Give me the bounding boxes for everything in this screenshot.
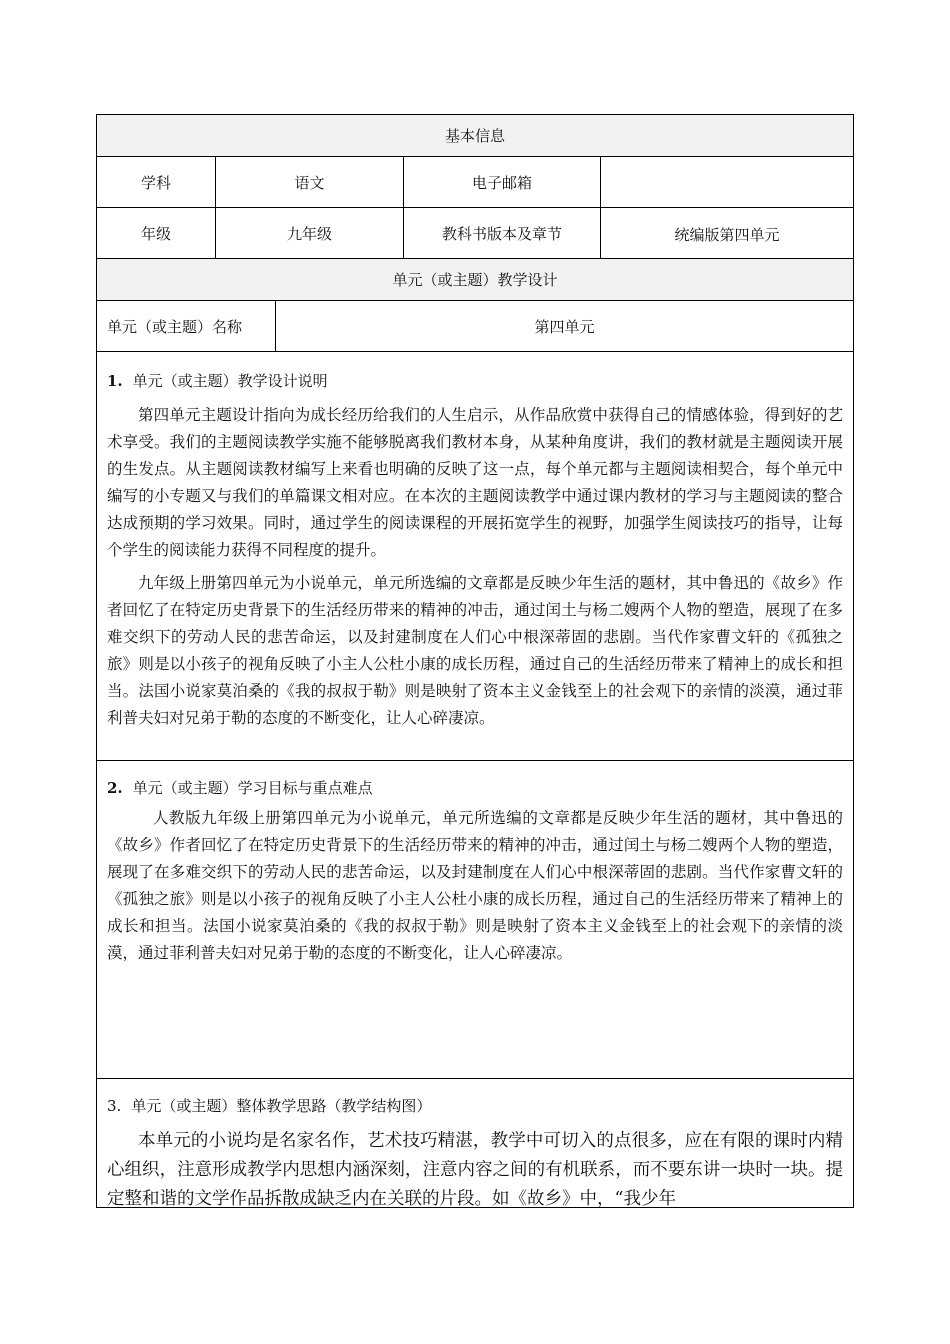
grade-value: 九年级 — [215, 208, 403, 258]
subject-value: 语文 — [215, 157, 403, 207]
lesson-design-table — [96, 114, 854, 1208]
basic-info-header: 基本信息 — [444, 127, 505, 145]
section-3 — [97, 1079, 853, 1208]
section-1 — [97, 352, 853, 761]
section-1-title — [107, 370, 328, 391]
section-1-title-text: 单元（或主题）教学设计说明 — [132, 372, 328, 390]
email-label: 电子邮箱 — [403, 157, 600, 207]
subject-label: 学科 — [140, 173, 171, 192]
section-2-title — [107, 777, 373, 798]
section-1-number: 1. — [107, 372, 123, 390]
section-2-title-text: 单元（或主题）学习目标与重点难点 — [132, 779, 373, 797]
unit-design-header-row — [97, 259, 853, 301]
section-3-paragraph: 本单元的小说均是名家名作，艺术技巧精湛，教学中可切入的点很多，应在有限的课时内精心组织，注意形成教学内思想内涵深刻，注意内容之间的有机联系，而不要东讲一块时一块。提定整和谐的文学作品拆散成缺乏内在关联的片段。如《故乡》中，“我少年 — [107, 1131, 843, 1208]
section-3-title — [107, 1095, 431, 1116]
section-2-paragraph: 人教版九年级上册第四单元为小说单元，单元所选编的文章都是反映少年生活的题材，其中鲁迅的《故乡》作者回忆了在特定历史背景下的生活经历带来的精神的冲击，通过闰土与杨二嫂两个人物的塑造，展现了在多难交织下的劳动人民的悲苦命运，以及封建制度在人们心中根深蒂固的悲剧。当代作家曹文轩的《孤独之旅》则是以小孩子的视角反映了小主人公杜小康的成长历程，通过自己的生活经历带来了精神上的成长和担当。法国小说家莫泊桑的《我的叔叔于勒》则是映射了资本主义金钱至上的社会观下的亲情的淡漠，通过菲利普夫妇对兄弟于勒的态度的不断变化，让人心碎凄凉。 — [107, 809, 843, 962]
subject-row — [97, 157, 853, 208]
unit-name-value: 第四单元 — [275, 301, 853, 351]
email-value — [600, 157, 853, 207]
grade-row — [97, 208, 853, 259]
section-1-paragraph-1: 第四单元主题设计指向为成长经历给我们的人生启示，从作品欣赏中获得自己的情感体验，得到好的艺术享受。我们的主题阅读教学实施不能够脱离我们教材本身，从某种角度讲，我们的教材就是主题阅读开展的生发点。从主题阅读教材编写上来看也明确的反映了这一点，每个单元都与主题阅读相契合，每个单元中编写的小专题又与我们的单篇课文相对应。在本次的主题阅读教学中通过课内教材的学习与主题阅读的整合达成预期的学习效果。同时，通过学生的阅读课程的开展拓宽学生的视野，加强学生阅读技巧的指导，让每个学生的阅读能力获得不同程度的提升。 — [107, 406, 843, 559]
textbook-label: 教科书版本及章节 — [403, 208, 600, 258]
basic-info-header-row — [97, 115, 853, 157]
section-1-paragraph-2: 九年级上册第四单元为小说单元，单元所选编的文章都是反映少年生活的题材，其中鲁迅的《故乡》作者回忆了在特定历史背景下的生活经历带来的精神的冲击，通过闰土与杨二嫂两个人物的塑造，展现了在多难交织下的劳动人民的悲苦命运，以及封建制度在人们心中根深蒂固的悲剧。当代作家曹文轩的《孤独之旅》则是以小孩子的视角反映了小主人公杜小康的成长历程，通过自己的生活经历带来了精神上的成长和担当。法国小说家莫泊桑的《我的叔叔于勒》则是映射了资本主义金钱至上的社会观下的亲情的淡漠，通过菲利普夫妇对兄弟于勒的态度的不断变化，让人心碎凄凉。 — [107, 574, 843, 727]
section-2 — [97, 761, 853, 1079]
unit-design-header: 单元（或主题）教学设计 — [392, 271, 558, 289]
section-2-number: 2. — [107, 779, 123, 797]
textbook-value: 统编版第四单元 — [600, 208, 853, 258]
grade-label: 年级 — [140, 224, 171, 243]
section-3-number: 3. — [107, 1097, 122, 1115]
unit-name-label: 单元（或主题）名称 — [107, 317, 243, 336]
unit-name-row — [97, 301, 853, 352]
section-3-title-text: 单元（或主题）整体教学思路（教学结构图） — [131, 1097, 432, 1115]
